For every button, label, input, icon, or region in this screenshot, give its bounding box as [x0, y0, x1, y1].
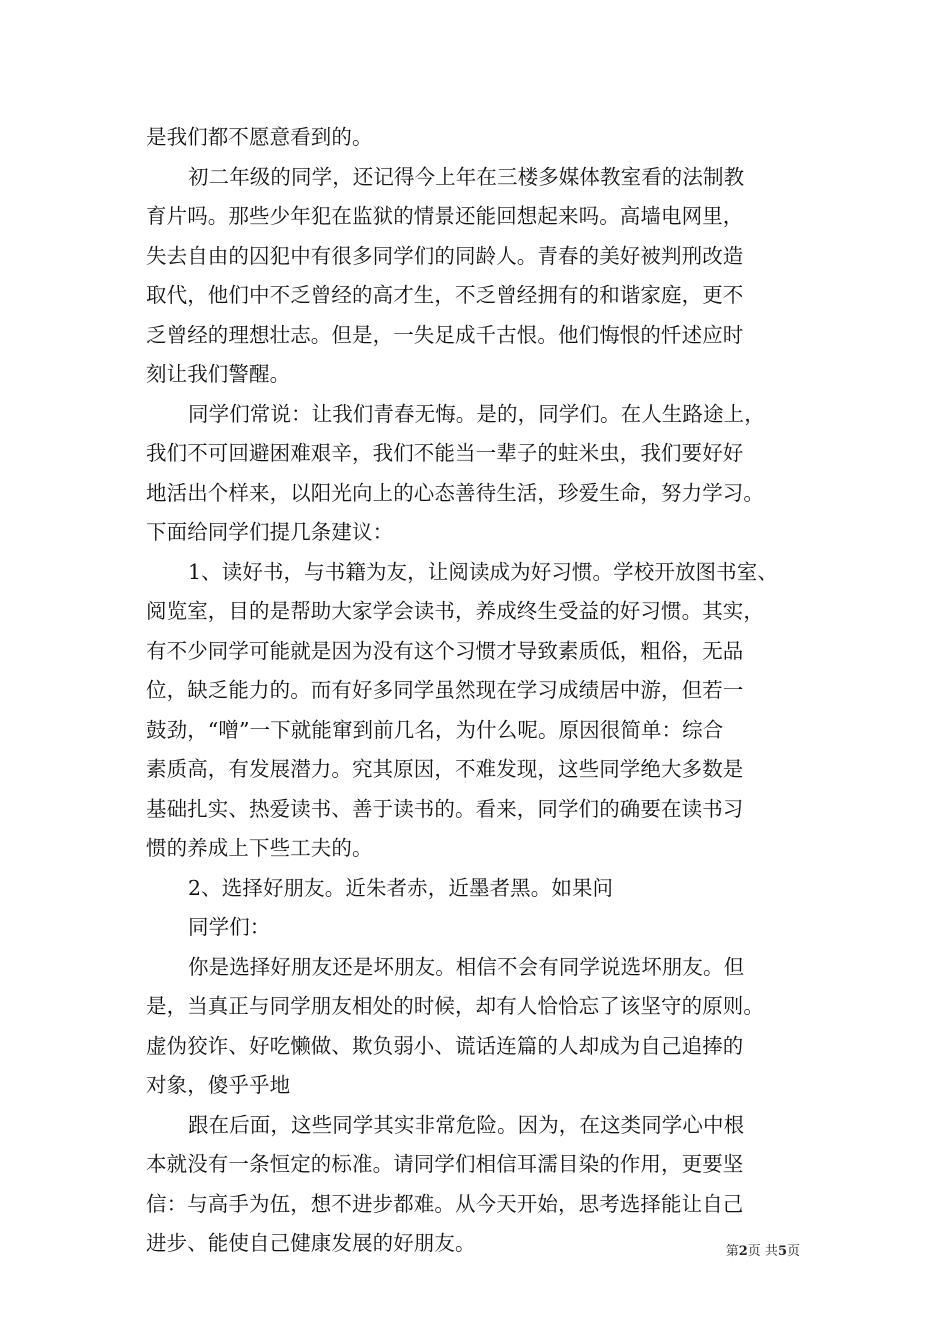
text-line: 2、选择好朋友。近朱者赤，近墨者黑。如果问 — [188, 875, 614, 900]
text-line: 同学们： — [188, 915, 271, 939]
text-line: 本就没有一条恒定的标准。请同学们相信耳濡目染的作用，更要坚 — [146, 1152, 744, 1176]
text-line: 失去自由的囚犯中有很多同学们的同龄人。青春的美好被判刑改造 — [146, 243, 744, 268]
text-line: 有不少同学可能就是因为没有这个习惯才导致素质低，粗俗，无品 — [146, 638, 744, 663]
page-footer-middle: 页 共 — [747, 1244, 778, 1259]
text-line: 育片吗。那些少年犯在监狱的情景还能回想起来吗。高墙电网里， — [146, 204, 744, 228]
text-line: 位，缺乏能力的。而有好多同学虽然现在学习成绩居中游，但若一 — [146, 678, 744, 702]
text-line: 刻让我们警醒。 — [146, 362, 291, 386]
page-footer-suffix: 页 — [786, 1244, 800, 1259]
text-line: 同学们常说：让我们青春无悔。是的，同学们。在人生路途上， — [188, 401, 765, 426]
text-line: 信：与高手为伍，想不进步都难。从今天开始，思考选择能让自己 — [146, 1191, 744, 1216]
text-line: 鼓劲，“噌”一下就能窜到前几名，为什么呢。原因很简单：综合 — [146, 717, 724, 742]
text-line: 是，当真正与同学朋友相处的时候，却有人恰恰忘了该坚守的原则。 — [146, 994, 764, 1018]
text-line: 阅览室，目的是帮助大家学会读书，养成终生受益的好习惯。其实， — [146, 599, 764, 623]
text-line: 是我们都不愿意看到的。 — [146, 125, 373, 149]
page-footer-prefix: 第 — [725, 1244, 739, 1259]
text-line: 虚伪狡诈、好吃懒做、欺负弱小、谎话连篇的人却成为自己追捧的 — [146, 1033, 744, 1058]
page-footer-current-page: 2 — [738, 1244, 748, 1259]
page-footer-total-pages: 5 — [777, 1244, 787, 1259]
text-line: 初二年级的同学，还记得今上年在三楼多媒体教室看的法制教 — [188, 164, 745, 189]
text-line: 乏曾经的理想壮志。但是，一失足成千古恨。他们悔恨的忏述应时 — [146, 322, 744, 347]
text-line: 地活出个样来，以阳光向上的心态善待生活，珍爱生命，努力学习。 — [146, 480, 764, 505]
text-line: 对象，傻乎乎地 — [146, 1073, 291, 1097]
document-body — [146, 118, 810, 1264]
text-line: 我们不可回避困难艰辛，我们不能当一辈子的蛀米虫，我们要好好 — [146, 441, 744, 465]
text-line: 基础扎实、热爱读书、善于读书的。看来，同学们的确要在读书习 — [146, 796, 744, 821]
text-line: 进步、能使自己健康发展的好朋友。 — [146, 1231, 476, 1255]
text-line: 1、读好书，与书籍为友，让阅读成为好习惯。学校开放图书室、 — [188, 559, 778, 584]
text-line: 惯的养成上下些工夫的。 — [146, 836, 373, 860]
page-footer — [0, 1243, 800, 1261]
text-line: 你是选择好朋友还是坏朋友。相信不会有同学说选坏朋友。但 — [188, 954, 745, 979]
text-line: 取代，他们中不乏曾经的高才生，不乏曾经拥有的和谐家庭，更不 — [146, 283, 744, 307]
text-line: 跟在后面，这些同学其实非常危险。因为，在这类同学心中根 — [188, 1112, 745, 1137]
text-line: 下面给同学们提几条建议： — [146, 520, 394, 544]
text-line: 素质高，有发展潜力。究其原因，不难发现，这些同学绝大多数是 — [146, 757, 744, 781]
